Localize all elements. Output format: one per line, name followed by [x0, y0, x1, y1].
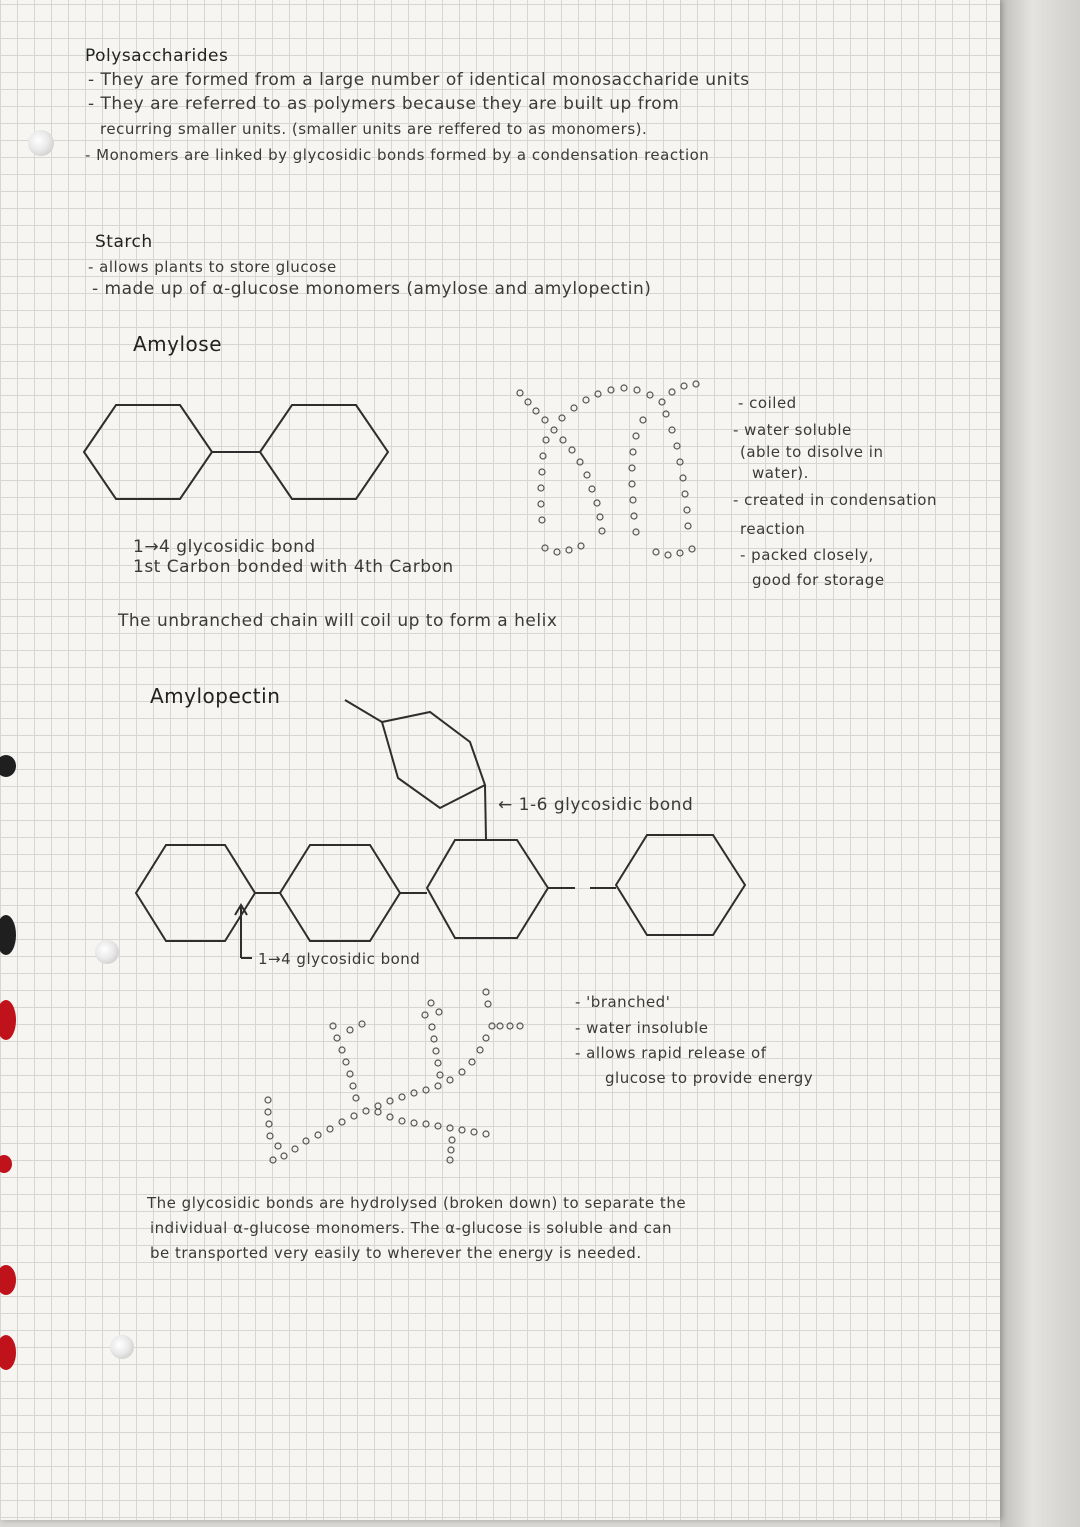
amylopectin-title: Amylopectin — [150, 684, 281, 708]
branch-bead — [375, 1103, 381, 1109]
helix-bead — [543, 437, 549, 443]
helix-bead — [630, 449, 636, 455]
branch-bead — [497, 1023, 503, 1029]
branch-bead — [275, 1143, 281, 1149]
branch-bead — [350, 1083, 356, 1089]
branch-bead — [447, 1125, 453, 1131]
amylose-glucose-pair — [84, 405, 388, 499]
hydrolysis-line: individual α-glucose monomers. The α-glucose is soluble and can — [150, 1219, 673, 1237]
amylose-property: good for storage — [752, 571, 885, 589]
glucose-ring — [260, 405, 388, 499]
helix-bead — [539, 469, 545, 475]
amylose-bond-label: 1→4 glycosidic bond — [133, 537, 316, 557]
branch-bead — [429, 1024, 435, 1030]
branch-bead — [266, 1121, 272, 1127]
helix-bead — [525, 399, 531, 405]
branch-bead — [447, 1077, 453, 1083]
polysaccharides-bullet: - They are formed from a large number of identical monosaccharide units — [88, 70, 750, 90]
branch-bead — [387, 1114, 393, 1120]
branch-bead — [399, 1118, 405, 1124]
branch-bead — [339, 1119, 345, 1125]
branch-bead — [265, 1109, 271, 1115]
branch-bead — [347, 1071, 353, 1077]
branch-bead — [507, 1023, 513, 1029]
helix-bead — [631, 513, 637, 519]
helix-bead — [583, 397, 589, 403]
branch-bead — [411, 1120, 417, 1126]
polysaccharides-title: Polysaccharides — [85, 46, 229, 66]
helix-bead — [621, 385, 627, 391]
branch-bead — [485, 1001, 491, 1007]
branch-bead — [353, 1095, 359, 1101]
branch-bead — [422, 1012, 428, 1018]
branch-bead — [447, 1157, 453, 1163]
helix-bead — [584, 472, 590, 478]
helix-bead — [559, 415, 565, 421]
glucose-ring — [427, 840, 548, 938]
helix-bead — [597, 514, 603, 520]
helix-bead — [630, 497, 636, 503]
amylose-property: - packed closely, — [740, 546, 874, 564]
branch-bead — [448, 1147, 454, 1153]
helix-bead — [569, 447, 575, 453]
glucose-ring — [382, 712, 485, 808]
glucose-ring — [616, 835, 745, 935]
helix-bead — [566, 547, 572, 553]
helix-bead — [680, 475, 686, 481]
starch-bullet: - allows plants to store glucose — [88, 258, 337, 276]
helix-bead — [659, 399, 665, 405]
branch-bead — [483, 1131, 489, 1137]
helix-bead — [677, 550, 683, 556]
helix-bead — [665, 552, 671, 558]
amylose-helix-sentence: The unbranched chain will coil up to form a helix — [118, 611, 558, 631]
amylopectin-branch-sketch — [265, 989, 523, 1163]
helix-bead — [633, 529, 639, 535]
starch-title: Starch — [95, 232, 153, 252]
branch-bead — [437, 1072, 443, 1078]
page-edge — [1000, 0, 1080, 1527]
amylopectin-structure — [136, 700, 745, 958]
helix-bead — [629, 481, 635, 487]
helix-bead — [595, 391, 601, 397]
amylopectin-property: glucose to provide energy — [605, 1069, 814, 1087]
amylose-property: (able to disolve in — [740, 443, 884, 461]
amylopectin-property: - 'branched' — [575, 993, 671, 1011]
glucose-ring — [280, 845, 400, 941]
amylose-property: water). — [752, 464, 809, 482]
helix-bead — [647, 392, 653, 398]
branch-stub-line — [345, 700, 382, 722]
amylose-bond-note: 1st Carbon bonded with 4th Carbon — [133, 557, 454, 577]
polysaccharides-bullet: recurring smaller units. (smaller units are reffered to as monomers). — [100, 120, 648, 138]
helix-bead — [674, 443, 680, 449]
amylose-property: reaction — [740, 520, 806, 538]
branch-bead — [387, 1098, 393, 1104]
helix-bead — [578, 543, 584, 549]
helix-bead — [669, 427, 675, 433]
glycosidic-bond-1-6-line — [485, 785, 486, 840]
amylose-helix-sketch — [517, 381, 699, 558]
helix-bead — [542, 417, 548, 423]
branch-bead — [435, 1083, 441, 1089]
helix-bead — [634, 387, 640, 393]
branch-bead — [435, 1060, 441, 1066]
helix-bead — [538, 501, 544, 507]
helix-bead — [560, 437, 566, 443]
branch-bead — [517, 1023, 523, 1029]
branch-bead — [292, 1146, 298, 1152]
branch-bead — [449, 1137, 455, 1143]
helix-bead — [594, 500, 600, 506]
branch-bead — [459, 1127, 465, 1133]
branch-bead — [435, 1123, 441, 1129]
amylose-property: - created in condensation — [733, 491, 937, 509]
helix-bead — [540, 453, 546, 459]
polysaccharides-bullet: - Monomers are linked by glycosidic bonds formed by a condensation reaction — [85, 146, 710, 164]
helix-bead — [551, 427, 557, 433]
polysaccharides-bullet: - They are referred to as polymers because they are built up from — [88, 94, 680, 114]
helix-bead — [554, 549, 560, 555]
branch-bead — [469, 1059, 475, 1065]
helix-bead — [571, 405, 577, 411]
helix-bead — [539, 517, 545, 523]
branch-bead — [431, 1036, 437, 1042]
branch-bead — [459, 1069, 465, 1075]
branch-bead — [428, 1000, 434, 1006]
helix-bead — [629, 465, 635, 471]
branch-bead — [339, 1047, 345, 1053]
helix-bead — [640, 417, 646, 423]
branch-bead — [363, 1108, 369, 1114]
branch-bead — [423, 1121, 429, 1127]
hydrolysis-line: The glycosidic bonds are hydrolysed (broken down) to separate the — [147, 1194, 687, 1212]
helix-bead — [542, 545, 548, 551]
helix-bead — [689, 546, 695, 552]
helix-bead — [684, 507, 690, 513]
branch-bead — [483, 1035, 489, 1041]
branch-bead — [423, 1087, 429, 1093]
helix-bead — [677, 459, 683, 465]
branch-bead — [351, 1113, 357, 1119]
branch-bead — [477, 1047, 483, 1053]
branch-bead — [281, 1153, 287, 1159]
helix-bead — [538, 485, 544, 491]
helix-bead — [663, 411, 669, 417]
amylopectin-chain-bond-label: 1→4 glycosidic bond — [258, 950, 421, 968]
branch-bead — [327, 1126, 333, 1132]
helix-bead — [682, 491, 688, 497]
helix-bead — [517, 390, 523, 396]
branch-bead — [267, 1133, 273, 1139]
branch-bead — [436, 1009, 442, 1015]
branch-bead — [303, 1138, 309, 1144]
amylose-property: - water soluble — [733, 421, 852, 439]
helix-bead — [653, 549, 659, 555]
branch-bead — [343, 1059, 349, 1065]
helix-bead — [633, 433, 639, 439]
hydrolysis-line: be transported very easily to wherever the energy is needed. — [150, 1244, 642, 1262]
helix-bead — [693, 381, 699, 387]
helix-bead — [589, 486, 595, 492]
branch-bead — [489, 1023, 495, 1029]
branch-bead — [399, 1094, 405, 1100]
amylose-property: - coiled — [738, 394, 797, 412]
glucose-ring — [136, 845, 255, 941]
helix-bead — [533, 408, 539, 414]
branch-bead — [315, 1132, 321, 1138]
branch-bead — [265, 1097, 271, 1103]
branch-bead — [471, 1129, 477, 1135]
helix-bead — [681, 383, 687, 389]
amylopectin-property: - allows rapid release of — [575, 1044, 767, 1062]
starch-bullet: - made up of α-glucose monomers (amylose and amylopectin) — [92, 279, 652, 299]
branch-bead — [483, 989, 489, 995]
branch-bead — [347, 1027, 353, 1033]
helix-bead — [577, 459, 583, 465]
branch-bead — [375, 1109, 381, 1115]
amylopectin-property: - water insoluble — [575, 1019, 709, 1037]
amylopectin-branch-bond-label: ← 1-6 glycosidic bond — [498, 795, 694, 815]
branch-bead — [270, 1157, 276, 1163]
helix-bead — [669, 389, 675, 395]
helix-bead — [608, 387, 614, 393]
branch-bead — [330, 1023, 336, 1029]
branch-bead — [359, 1021, 365, 1027]
branch-bead — [411, 1090, 417, 1096]
helix-bead — [599, 528, 605, 534]
glucose-ring — [84, 405, 212, 499]
helix-bead — [685, 523, 691, 529]
branch-bead — [433, 1048, 439, 1054]
amylose-title: Amylose — [133, 332, 223, 356]
branch-bead — [334, 1035, 340, 1041]
